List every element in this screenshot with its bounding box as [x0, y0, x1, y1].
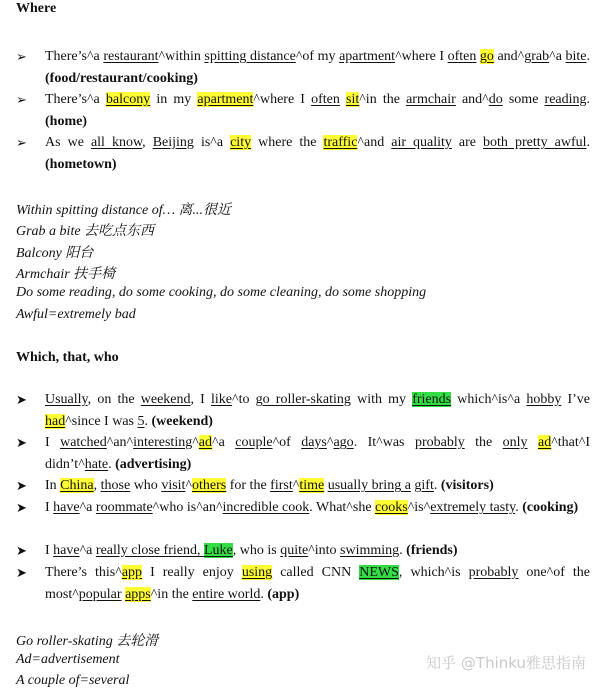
text-run: I: [45, 543, 54, 558]
underlined-word: those: [100, 478, 131, 493]
vocab-note: Ad=advertisement: [16, 652, 120, 667]
text-run: , who is: [232, 543, 281, 558]
sentence: [45, 132, 590, 175]
bullet-icon: ➤: [16, 500, 27, 515]
underlined-word: bite: [565, 49, 587, 64]
sentence: [45, 46, 590, 89]
underlined-word: first: [270, 478, 293, 493]
highlighted-word: Luke: [203, 543, 233, 558]
topic-tag: (app): [267, 586, 300, 602]
highlighted-word: ad: [198, 435, 213, 450]
text-run: who: [130, 478, 162, 493]
vocab-note: Balcony 阳台: [16, 246, 94, 261]
text-run: .: [108, 456, 116, 472]
text-run: .: [586, 135, 591, 150]
underlined-word: watched: [60, 435, 107, 450]
text-run: ^of: [272, 435, 302, 450]
underlined-word: go roller-skating: [255, 392, 351, 407]
topic-tag: (friends): [406, 543, 458, 558]
underlined-word: both pretty awful: [483, 135, 587, 150]
topic-tag: (food/restaurant/cooking): [45, 70, 198, 86]
underlined-word: visit: [161, 478, 186, 493]
text-run: with my: [350, 392, 413, 407]
text-run: ^in the: [359, 92, 407, 107]
text-run: and^: [493, 49, 525, 64]
bullet-icon: ➢: [16, 135, 27, 150]
underlined-word: quite: [280, 543, 309, 558]
list-item: [16, 132, 590, 175]
underlined-word: often: [311, 92, 340, 107]
text-run: one^of the most^: [45, 565, 591, 602]
text-run: ^is^: [407, 500, 431, 515]
underlined-word: often: [447, 49, 477, 64]
underlined-word: couple: [235, 435, 273, 450]
text-run: and^: [455, 92, 489, 107]
underlined-word: entire world: [192, 586, 261, 602]
bullet-icon: ➤: [16, 392, 27, 407]
underlined-word: popular: [78, 586, 122, 602]
underlined-word: 5: [137, 413, 145, 429]
sentence: [45, 540, 590, 562]
underlined-word: armchair: [406, 92, 456, 107]
highlighted-word: city: [230, 135, 252, 150]
underlined-word: roommate: [95, 500, 153, 515]
text-run: . What^she: [309, 500, 376, 515]
text-run: ^a: [79, 543, 96, 558]
underlined-word: incredible cook: [222, 500, 310, 515]
underlined-word: interesting: [133, 435, 193, 450]
list-item: [16, 46, 590, 89]
vocab-note: Within spitting distance of… 离...很近: [16, 203, 232, 218]
bullet-icon: ➤: [16, 543, 27, 558]
text-run: ^: [192, 435, 199, 450]
topic-tag: (advertising): [115, 456, 192, 472]
list-item: [16, 389, 590, 432]
topic-tag: (visitors): [440, 478, 494, 493]
text-run: for the: [226, 478, 271, 493]
highlighted-word: app: [121, 565, 143, 580]
text-run: .: [515, 500, 523, 515]
text-run: [528, 435, 538, 450]
text-run: called CNN: [272, 565, 360, 580]
text-run: are: [451, 135, 484, 150]
bullet-icon: ➢: [16, 49, 27, 64]
sentence: [45, 562, 590, 605]
underlined-word: usually bring a: [327, 478, 411, 493]
sentence: [45, 432, 590, 475]
vocab-note: Do some reading, do some cooking, do some cleaning, do some shopping: [16, 285, 427, 300]
list-item: [16, 497, 590, 519]
bullet-icon: ➢: [16, 92, 27, 107]
highlighted-word: ad: [537, 435, 552, 450]
text-run: In: [45, 478, 61, 493]
text-run: is^a: [193, 135, 231, 150]
text-run: There’s this^: [45, 565, 122, 580]
underlined-word: reading: [544, 92, 587, 107]
section-title-where: Where: [16, 1, 57, 16]
underlined-word: air quality: [391, 135, 452, 150]
highlighted-word: cooks: [375, 500, 408, 515]
bullet-icon: ➤: [16, 565, 27, 580]
highlighted-word: NEWS: [359, 565, 399, 580]
text-run: As we: [45, 135, 91, 150]
text-run: There’s^a: [45, 92, 106, 107]
watermark-text: 知乎 @Thinku雅思指南: [426, 654, 586, 672]
underlined-word: all know: [90, 135, 143, 150]
highlighted-word: go: [479, 49, 494, 64]
text-run: ^: [185, 478, 193, 493]
text-run: ^a: [212, 435, 236, 450]
list-item: [16, 475, 590, 497]
text-run: the: [464, 435, 503, 450]
text-run: .: [586, 49, 590, 64]
underlined-word: Beijing: [152, 135, 194, 150]
text-run: ^where I: [253, 92, 312, 107]
text-run: I: [45, 435, 61, 450]
underlined-word: only: [502, 435, 528, 450]
sentence: [45, 497, 590, 519]
text-run: .: [586, 92, 591, 107]
text-run: ^and: [357, 135, 392, 150]
bullet-icon: ➤: [16, 478, 27, 493]
text-run: .: [399, 543, 407, 558]
underlined-word: have: [53, 500, 80, 515]
vocab-note: Awful=extremely bad: [16, 307, 136, 322]
underlined-word: hobby: [526, 392, 562, 407]
text-run: , on the: [87, 392, 141, 407]
underlined-word: days: [301, 435, 327, 450]
text-run: ^into: [308, 543, 341, 558]
highlighted-word: friends: [412, 392, 452, 407]
underlined-word: gift: [414, 478, 434, 493]
text-run: ^within: [158, 49, 205, 64]
text-run: . It^was: [353, 435, 415, 450]
text-run: ^a: [79, 500, 96, 515]
text-run: ^where I: [395, 49, 448, 64]
text-run: .: [260, 586, 268, 602]
underlined-word: ago: [333, 435, 354, 450]
text-run: ^who is^an^: [152, 500, 223, 515]
text-run: I: [45, 500, 54, 515]
section-title-which: Which, that, who: [16, 350, 119, 365]
underlined-word: restaurant: [103, 49, 159, 64]
vocab-note: Grab a bite 去吃点东西: [16, 224, 155, 239]
text-run: , which^is: [398, 565, 469, 580]
underlined-word: do: [488, 92, 503, 107]
text-run: ^a: [549, 49, 566, 64]
text-run: ,: [142, 135, 153, 150]
underlined-word: have: [53, 543, 80, 558]
highlighted-word: using: [241, 565, 273, 580]
topic-tag: (hometown): [45, 156, 117, 172]
highlighted-word: China: [60, 478, 94, 493]
sentence: [45, 389, 590, 432]
text-run: where the: [251, 135, 324, 150]
text-run: some: [502, 92, 545, 107]
underlined-word: swimming: [340, 543, 400, 558]
highlighted-word: balcony: [105, 92, 151, 107]
text-run: ^that^I didn’t^: [45, 435, 590, 472]
topic-tag: (weekend): [151, 413, 213, 429]
text-run: .: [433, 478, 441, 493]
highlighted-word: had: [45, 413, 66, 429]
underlined-word: probably: [414, 435, 465, 450]
text-run: which^is^a: [451, 392, 527, 407]
highlighted-word: others: [192, 478, 227, 493]
list-item: [16, 540, 590, 562]
highlighted-word: apps: [125, 586, 151, 602]
underlined-word: weekend: [140, 392, 191, 407]
text-run: I really enjoy: [142, 565, 242, 580]
sentence: [45, 475, 590, 497]
highlighted-word: time: [299, 478, 325, 493]
list-item: [16, 562, 590, 605]
topic-tag: (cooking): [522, 500, 579, 515]
sentence: [45, 89, 590, 132]
text-run: ,: [93, 478, 101, 493]
underlined-word: spitting distance: [204, 49, 296, 64]
highlighted-word: apartment: [197, 92, 254, 107]
text-run: ^: [292, 478, 300, 493]
vocab-note: Go roller-skating 去轮滑: [16, 634, 159, 649]
list-item: [16, 89, 590, 132]
text-run: ^to: [232, 392, 256, 407]
vocab-note: Armchair 扶手椅: [16, 267, 116, 282]
highlighted-word: sit: [346, 92, 360, 107]
underlined-word: hate: [84, 456, 109, 472]
text-run: .: [144, 413, 152, 429]
text-run: I’ve: [561, 392, 591, 407]
text-run: There’s^a: [45, 49, 104, 64]
underlined-word: apartment: [339, 49, 396, 64]
bullet-icon: ➤: [16, 435, 27, 450]
underlined-word: really close friend,: [95, 543, 204, 558]
underlined-word: like: [211, 392, 232, 407]
text-run: , I: [190, 392, 211, 407]
highlighted-word: traffic: [323, 135, 358, 150]
list-item: [16, 432, 590, 475]
vocab-note: A couple of=several: [16, 673, 130, 688]
underlined-word: Usually: [45, 392, 88, 407]
underlined-word: grab: [524, 49, 550, 64]
text-run: ^an^: [106, 435, 134, 450]
text-run: ^of my: [295, 49, 340, 64]
underlined-word: probably: [468, 565, 519, 580]
text-run: in my: [150, 92, 198, 107]
topic-tag: (home): [45, 113, 87, 129]
underlined-word: extremely tasty: [430, 500, 516, 515]
text-run: ^: [326, 435, 334, 450]
text-run: ^in the: [150, 586, 193, 602]
text-run: ^since I was: [65, 413, 138, 429]
